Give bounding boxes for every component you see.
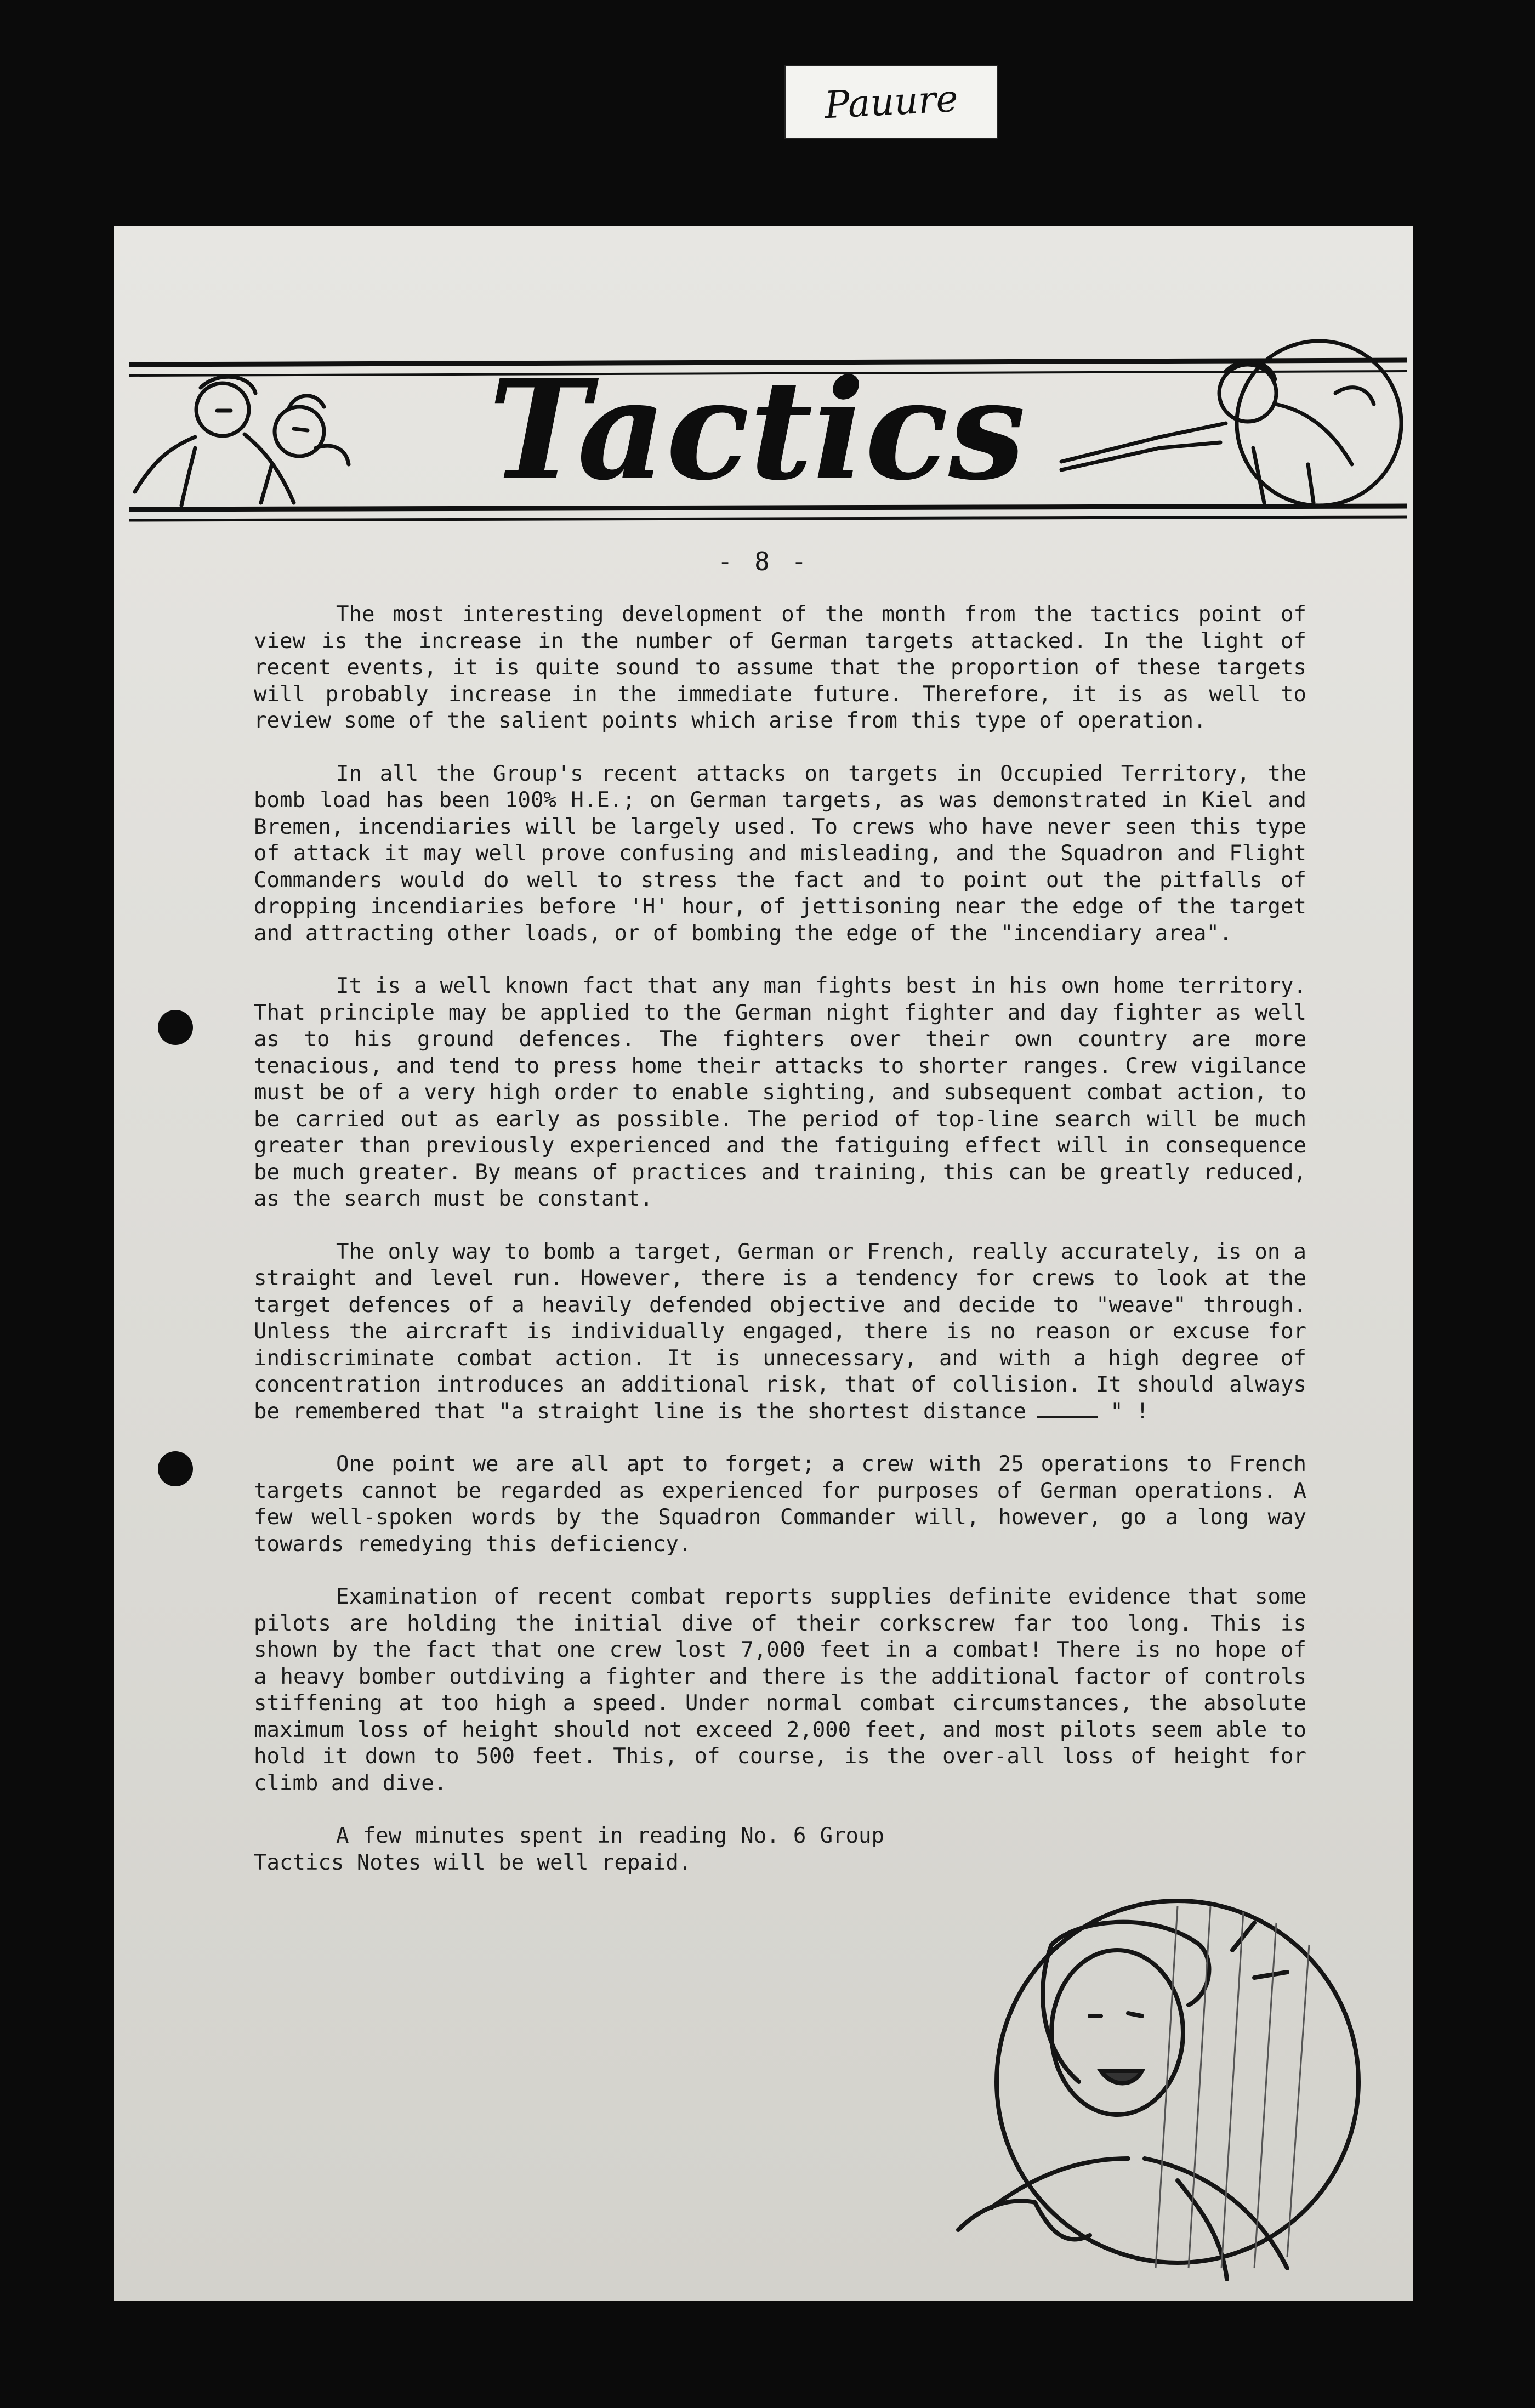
paragraph-corkscrew: Examination of recent combat reports supplies definite evidence that some pilots are holding the initial dive of their corkscrew far too long. This is shown by the fact that one crew lost 7,000 feet in a combat! There is no hope of a heavy bomber outdiving a fighter and there is the additional factor of controls stiffening at too high a speed. Under normal combat circumstances, the absolute maximum loss of height should not exceed 2,000 feet, and most pilots seem able to hold it down to 500 feet. This, of course, is the over-all loss of height for climb and dive. <box>254 1584 1306 1796</box>
blank-line <box>1037 1416 1098 1418</box>
paragraph-experience: One point we are all apt to forget; a crew with 25 operations to French targets cannot be regarded as experienced for purposes of German operations. A few well-spoken words by the Squadron Commander will, however, go a long way towards remedying this deficiency. <box>254 1452 1306 1557</box>
banner-cartoon-icon <box>135 377 349 506</box>
page-number: - 8 - <box>717 547 810 576</box>
archive-label <box>784 65 998 139</box>
paragraph-tactics-notes: A few minutes spent in reading No. 6 Group Tactics Notes will be well repaid. <box>254 1824 884 1875</box>
punch-hole-icon <box>158 1010 193 1045</box>
article-body <box>254 601 1306 1902</box>
paragraph-straight-and-level-text: The only way to bomb a target, German or French, really accurately, is on a straight and level run. However, there is a tendency for crews to look at the target defences of a heavily defended objective and decide to "weave" through. Unless the aircraft is individually engaged, there is no reason or excuse for indiscriminate combat action. It is unnecessary, and with a high degree of concentration introduces an additional risk, that of collision. It should always be remembered that "a straight line is the shortest distance <box>254 1239 1306 1424</box>
paragraph-home-territory: It is a well known fact that any man fights best in his own home territory. That principle may be applied to the German night fighter and day fighter as well as to his ground defences. The fighters over their own country are more tenacious, and tend to press home their attacks to shorter ranges. Crew vigilance must be of a very high order to enable sighting, and subsequent combat action, to be carried out as early as possible. The period of top-line search will be much greater than previously experienced and the fatiguing effect will in consequence be much greater. By means of practices and training, this can be greatly reduced, as the search must be constant. <box>254 974 1306 1211</box>
pilot-cartoon-icon <box>871 1852 1386 2290</box>
punch-hole-icon <box>158 1451 193 1486</box>
closing-mark: " ! <box>1110 1399 1149 1424</box>
paragraph-bomb-load: In all the Group's recent attacks on targets in Occupied Territory, the bomb load has been 100% H.E.; on German targets, as was demonstrated in Kiel and Bremen, incendiaries will be largely used. To crews who have never seen this type of attack it may well prove confusing and misleading, and the Squadron and Flight Commanders would do well to stress the fact and to point out the pitfalls of dropping incendiaries before 'H' hour, of jettisoning near the edge of the target and attracting other loads, or of bombing the edge of the "incendiary area". <box>254 761 1306 946</box>
archive-label-text: Pauure <box>823 77 959 127</box>
banner-title: Tactics <box>488 349 1026 510</box>
paragraph-german-targets: The most interesting development of the month from the tactics point of view is the increase in the number of German targets attacked. In the light of recent events, it is quite sound to assume that the proportion of these targets will probably increase in the immediate future. Therefore, it is as well to review some of the salient points which arise from this type of operation. <box>254 602 1306 733</box>
document-page <box>114 226 1413 2301</box>
paragraph-straight-and-level <box>254 1239 1306 1426</box>
banner-cartoon-icon <box>1061 341 1401 506</box>
